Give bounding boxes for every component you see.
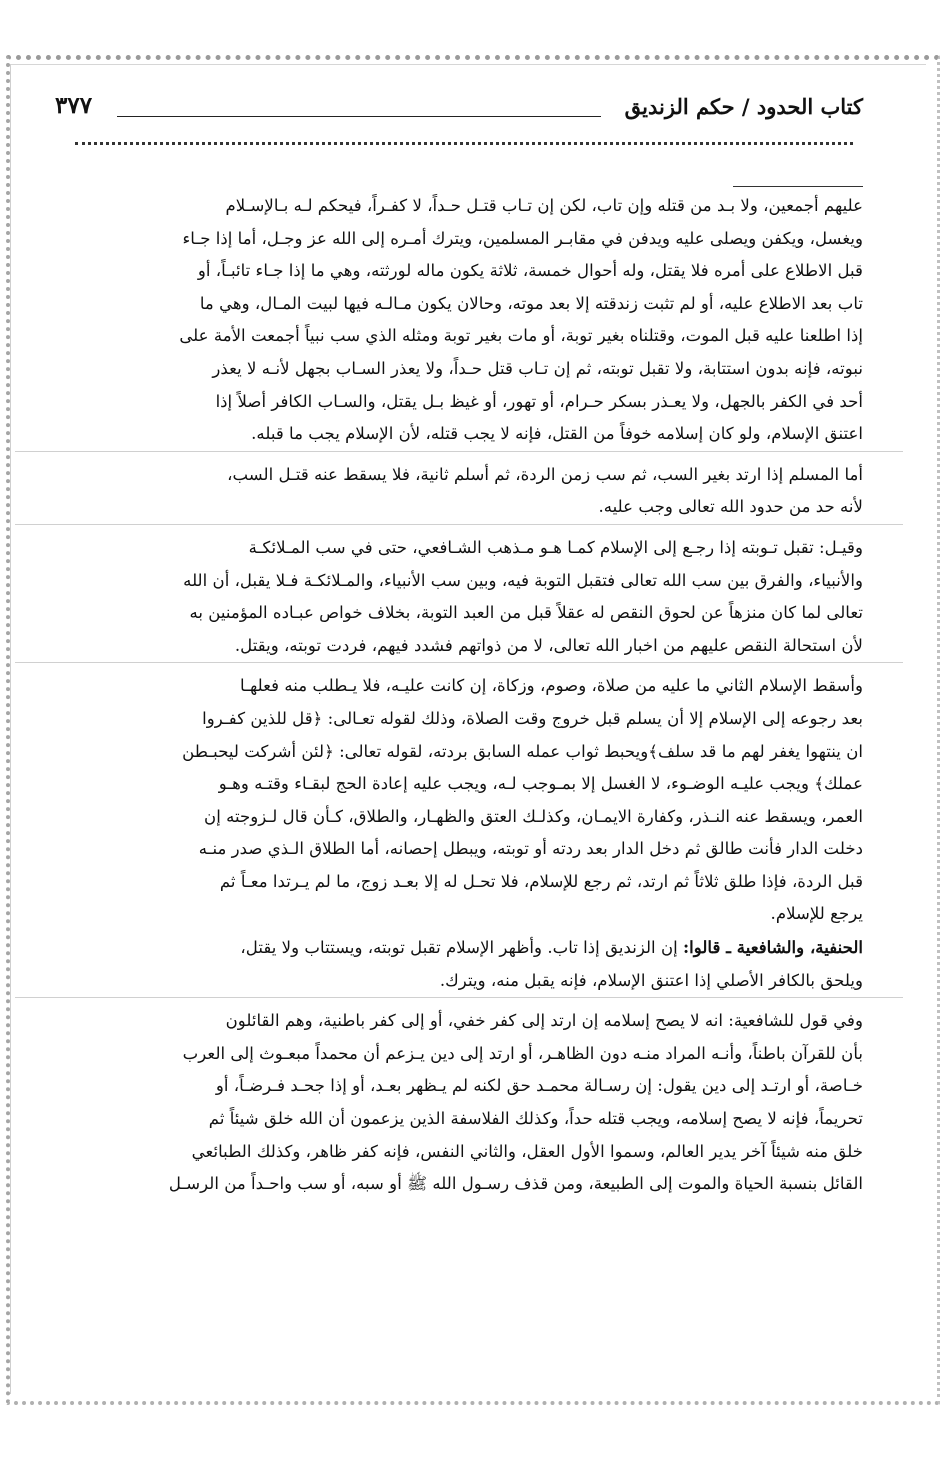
text-line: وأسقط الإسلام الثاني ما عليه من صلاة، وصوم، وزكاة، إن كانت عليـه، فلا يـطلب منه فعلهـا: [240, 676, 863, 696]
text-line: ويلحق بالكافر الأصلي إذا اعتنق الإسلام، فإنه يقبل منه، ويترك.: [439, 970, 863, 990]
paragraph-separator: [15, 997, 903, 998]
paragraph: [55, 931, 863, 997]
text-line: دخلت الدار فأنت طالق ثم دخل الدار بعد ردته أو توبته، ويبطل إحصانه، أما الطلاق الـذي صدر منـه: [198, 839, 863, 859]
text-line: وقيـل: تقبل تـوبته إذا رجـع إلى الإسلام كمـا هـو مـذهب الشـافعي، حتى في سب المـلائكـة: [248, 537, 863, 557]
paragraph-separator: [15, 662, 903, 663]
text-line: إذا اطلعنا عليه قبل الموت، وقتلناه بغير توبة، أو مات بغير توبة ومثله الذي سب نبياً أجمعت الأمة على: [179, 326, 863, 346]
text-line: قبل الردة، فإذا طلق ثلاثاً ثم ارتد، ثم رجع للإسلام، فلا تحـل له إلا بعـد زوج، ما لم يـرتدا معـاً ثم: [219, 871, 863, 891]
text-line: خـاصة، أو ارتـد إلى دين يقول: إن رسـالة محمـد حق لكنه لم يـظهر بعـد، أو إذا جحـد فـرضـاً، أو: [215, 1076, 863, 1096]
text-line: اعتنق الإسلام، ولو كان إسلامه خوفاً من القتل، فإنه لا يجب قتله، لأن الإسلام يجب ما قبله.: [251, 424, 863, 444]
text-line: بأن للقرآن باطناً، وأنـه المراد منـه دون الظاهـر، أو ارتد إلى دين يـزعم أن محمداً مبعـوث إلى العرب: [182, 1043, 863, 1063]
text-line: بعد رجوعه إلى الإسلام إلا أن يسلم قبل خروج وقت الصلاة، وذلك لقوله تعـالى: ﴿قل للذين كفـروا: [202, 708, 863, 728]
paragraph: [55, 459, 863, 524]
text-line: تاب بعد الاطلاع عليه، أو لم تثبت زندقته إلا بعد موته، وحالان يكون مـالـه فيها لبيت المـال، وهي ما: [199, 293, 863, 313]
text-line: والأنبياء، والفرق بين سب الله تعالى فتقبل التوبة فيه، وبين سب الأنبياء، والمـلائكـة فـلا يقبل، أن الله: [183, 570, 863, 590]
text-line: العمر، ويسقط عنه النـذر، وكفارة الايمـان، وكذلـك العتق والظهـار، والطلاق، كـأن قال لـزوجته إن: [204, 806, 863, 826]
text-line: أما المسلم إذا ارتد بغير السب، ثم سب زمن الردة، ثم أسلم ثانية، فلا يسقط عنه قتـل السب،: [227, 464, 863, 484]
text-line: تحريماً، فإنه لا يصح إسلامه، ويجب قتله حداً، وكذلك الفلاسفة الذين يزعمون أن الله خلق شيئاً ثم: [208, 1109, 863, 1129]
text-line: نبوته، فإنه بدون استتابة، ولا تقبل توبته، ثم إن تـاب قتل حـداً، ولا يعذر السـاب بجهل لأنـه لا يعذر: [212, 358, 863, 378]
text-line-tail: إن الزنديق إذا تاب. وأظهر الإسلام تقبل توبته، ويستتاب ولا يقتل،: [240, 938, 684, 958]
page-number: ٣٧٧: [55, 92, 93, 119]
text-line: لأن استحالة النقص عليهم من اخبار الله تعالى، لا من ذواتهم فشدد فيهم، فردت توبته، ويقتل.: [234, 635, 863, 655]
text-line: القائل بنسبة الحياة والموت إلى الطبيعة، ومن قذف رسـول الله ﷺ أو سبه، أو سب واحـداً من الرسـل: [168, 1174, 863, 1194]
book-page: [55, 92, 863, 1382]
paragraph-separator: [15, 451, 903, 452]
paragraph: [55, 190, 863, 451]
text-line: وفي قول للشافعية: انه لا يصح إسلامه إن ارتد إلى كفر خفي، أو إلى كفر باطنية، وهم القائلون: [225, 1011, 863, 1031]
page-body: [55, 190, 863, 1201]
text-line: قبل الاطلاع على أمره فلا يقتل، وله أحوال خمسة، ثلاثة يكون ماله لورثته، وهي ما إذا جـاء تائبـاً، أو: [197, 261, 863, 281]
text-line: يرجع للإسلام.: [770, 904, 863, 924]
text-line: لأنه حد من حدود الله تعالى وجب عليه.: [598, 497, 863, 517]
paragraph: [55, 670, 863, 931]
school-opinion-label: الحنفية، والشافعية ـ قالوا:: [683, 937, 863, 958]
text-line: ان ينتهوا يغفر لهم ما قد سلف﴾ويحبط ثواب عمله السابق بردته، لقوله تعالى: ﴿لئن أشركت ليحبـطن: [182, 741, 863, 761]
text-line: خلق منه شيئاً آخر يدير العالم، وسموا الأول العقل، والثاني النفس، فإنه كفر ظاهر، وكذلك الطبائعي: [191, 1141, 863, 1161]
header-dotted-divider: [75, 142, 853, 151]
text-line: عملك﴾ ويجب عليـه الوضـوء، لا الغسل إلا بمـوجب لـه، ويجب عليه إعادة الحج لبقـاء وقتـه وهـو: [218, 774, 863, 794]
text-line: ويغسل، ويكفن ويصلى عليه ويدفن في مقابـر المسلمين، ويترك أمـره إلى الله عز وجـل، أما إذا جـاء: [182, 228, 863, 248]
running-header: [55, 92, 863, 128]
paragraph: [55, 532, 863, 662]
body-top-rule: [733, 186, 863, 187]
header-rule: [117, 116, 601, 117]
text-line: عليهم أجمعين، ولا بـد من قتله وإن تاب، لكن إن تـاب قتـل حـداً، لا كفـراً، فيحكم لـه بـالإسـلام: [225, 196, 863, 215]
text-line: [55, 931, 863, 965]
text-line: تعالى لما كان منزهاً عن لحوق النقص له عقلاً قبل من العبد التوبة، بخلاف خواص عبـاده المؤمنين به: [189, 603, 863, 623]
paragraph-separator: [15, 524, 903, 525]
text-line: أحد في الكفر بالجهل، ولا يعـذر بسكر حـرام، أو تهور، أو غيظ بـل يقتل، والسـاب الكافر أصلاً إذا: [215, 391, 863, 411]
paragraph: [55, 1005, 863, 1201]
header-title: كتاب الحدود / حكم الزنديق: [624, 94, 863, 119]
